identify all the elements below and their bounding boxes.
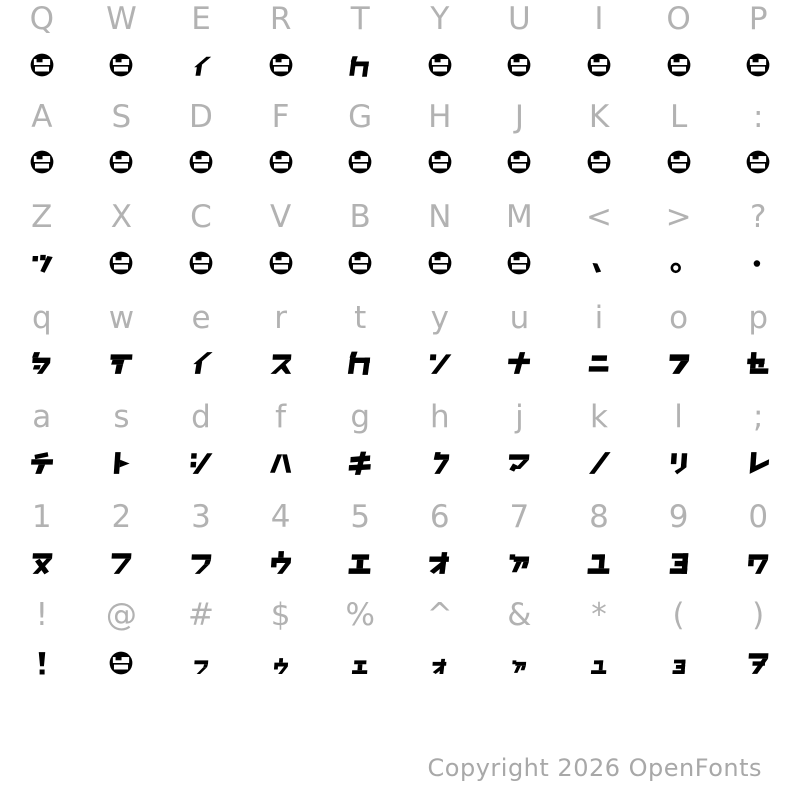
- glyph-yu-icon: [586, 550, 612, 576]
- key-label-k: k: [590, 399, 608, 435]
- glyph-period-icon: [666, 250, 692, 276]
- key-label-o: O: [666, 1, 691, 37]
- glyph-ta-icon: [29, 350, 55, 376]
- key-label-caret: ^: [426, 597, 453, 633]
- key-label-l: l: [674, 399, 683, 435]
- key-label-h: H: [428, 99, 452, 135]
- glyph-ya-icon: [506, 550, 532, 576]
- notdef-glyph-icon: [188, 250, 214, 276]
- key-label-ampersand: &: [507, 597, 532, 633]
- key-label-q: Q: [29, 1, 54, 37]
- glyph-row: [2, 149, 798, 175]
- notdef-glyph-icon: [506, 149, 532, 175]
- notdef-glyph-icon: [427, 250, 453, 276]
- notdef-glyph-icon: [586, 52, 612, 78]
- notdef-glyph-icon: [108, 52, 134, 78]
- glyph-chi-icon: [29, 450, 55, 476]
- key-label-2: 2: [111, 499, 132, 535]
- glyph-o-icon: [427, 550, 453, 576]
- key-label-k: K: [588, 99, 610, 135]
- key-label-s: s: [113, 399, 130, 435]
- key-label-row: [2, 498, 798, 536]
- key-label-at: @: [105, 597, 137, 633]
- key-label-row: [2, 596, 798, 634]
- notdef-glyph-icon: [108, 250, 134, 276]
- key-label-row: [2, 398, 798, 436]
- key-label-semicolon: ;: [752, 399, 764, 435]
- key-label-percent: %: [345, 597, 375, 633]
- notdef-glyph-icon: [268, 52, 294, 78]
- notdef-glyph-icon: [347, 149, 373, 175]
- key-label-y: y: [430, 300, 449, 336]
- key-label-hash: #: [188, 597, 214, 633]
- notdef-glyph-icon: [268, 250, 294, 276]
- copyright-text: Copyright 2026 OpenFonts: [427, 754, 762, 782]
- key-label-x: X: [110, 199, 133, 235]
- notdef-glyph-icon: [108, 650, 134, 676]
- notdef-glyph-icon: [29, 149, 55, 175]
- key-label-e: e: [191, 300, 211, 336]
- glyph-row: [2, 450, 798, 476]
- glyph-te-icon: [108, 350, 134, 376]
- key-label-0: 0: [748, 499, 769, 535]
- key-label-g: g: [350, 399, 371, 435]
- glyph-row: [2, 550, 798, 576]
- glyph-a-icon: [188, 550, 214, 576]
- key-label-f: F: [271, 99, 290, 135]
- key-label-m: M: [506, 199, 533, 235]
- key-label-1: 1: [31, 499, 52, 535]
- key-label-z: Z: [31, 199, 53, 235]
- glyph-row: [2, 650, 798, 676]
- key-label-i: i: [594, 300, 604, 336]
- notdef-glyph-icon: [268, 149, 294, 175]
- key-label-less-than: <: [586, 199, 612, 235]
- glyph-e-icon: [347, 550, 373, 576]
- glyph-o-icon: [427, 650, 453, 676]
- key-label-r: r: [274, 300, 287, 336]
- glyph-ki-icon: [347, 450, 373, 476]
- key-label-dollar: $: [270, 597, 291, 633]
- notdef-glyph-icon: [427, 149, 453, 175]
- key-label-u: u: [509, 300, 530, 336]
- key-label-3: 3: [191, 499, 211, 535]
- key-label-greater-than: >: [665, 199, 692, 235]
- glyph-nu-icon: [29, 550, 55, 576]
- glyph-ma-icon: [506, 450, 532, 476]
- key-label-j: j: [515, 399, 524, 435]
- glyph-no-icon: [586, 450, 612, 476]
- glyph-i-icon: [188, 350, 214, 376]
- key-label-q: q: [31, 300, 52, 336]
- key-label-9: 9: [668, 499, 689, 535]
- glyph-to-icon: [108, 450, 134, 476]
- notdef-glyph-icon: [666, 52, 692, 78]
- key-label-t: t: [354, 300, 367, 336]
- key-label-u: U: [508, 1, 531, 37]
- glyph-ya-icon: [506, 650, 532, 676]
- key-label-row: [2, 299, 798, 337]
- glyph-row: [2, 52, 798, 78]
- key-label-y: Y: [430, 1, 450, 37]
- key-label-s: S: [111, 99, 132, 135]
- glyph-se-icon: [745, 350, 771, 376]
- key-label-v: V: [269, 199, 292, 235]
- key-label-g: G: [348, 99, 373, 135]
- key-label-4: 4: [270, 499, 291, 535]
- key-label-6: 6: [429, 499, 450, 535]
- notdef-glyph-icon: [506, 250, 532, 276]
- notdef-glyph-icon: [666, 149, 692, 175]
- key-label-t: T: [350, 1, 370, 37]
- notdef-glyph-icon: [188, 149, 214, 175]
- glyph-wa-icon: [745, 550, 771, 576]
- glyph-a-icon: [188, 650, 214, 676]
- key-label-row: [2, 198, 798, 236]
- key-label-question: ?: [749, 199, 767, 235]
- glyph-row: [2, 350, 798, 376]
- glyph-u-icon: [268, 650, 294, 676]
- key-label-paren-open: (: [672, 597, 685, 633]
- notdef-glyph-icon: [29, 52, 55, 78]
- key-label-n: N: [428, 199, 452, 235]
- glyph-yu-icon: [586, 650, 612, 676]
- glyph-n-icon: [427, 350, 453, 376]
- notdef-glyph-icon: [586, 149, 612, 175]
- key-label-h: h: [429, 399, 450, 435]
- key-label-w: W: [106, 1, 137, 37]
- glyph-ni-icon: [586, 350, 612, 376]
- notdef-glyph-icon: [745, 52, 771, 78]
- key-label-row: [2, 0, 798, 38]
- key-label-c: C: [190, 199, 212, 235]
- glyph-comma-icon: [586, 250, 612, 276]
- glyph-e-icon: [347, 650, 373, 676]
- key-label-f: f: [275, 399, 287, 435]
- glyph-ku-icon: [427, 450, 453, 476]
- key-label-d: d: [191, 399, 211, 435]
- key-label-j: J: [514, 99, 524, 135]
- key-label-p: p: [748, 300, 769, 336]
- key-label-p: P: [748, 1, 768, 37]
- glyph-wo-icon: [745, 650, 771, 676]
- key-label-asterisk: *: [591, 597, 607, 633]
- key-label-o: o: [669, 300, 689, 336]
- glyph-na-icon: [506, 350, 532, 376]
- glyph-ra-icon: [666, 350, 692, 376]
- key-label-i: I: [594, 1, 604, 37]
- glyph-ri-icon: [666, 450, 692, 476]
- notdef-glyph-icon: [506, 52, 532, 78]
- glyph-middot-icon: [745, 250, 771, 276]
- glyph-i-icon: [188, 52, 214, 78]
- key-label-5: 5: [350, 499, 371, 535]
- notdef-glyph-icon: [427, 52, 453, 78]
- glyph-excl-icon: [29, 650, 55, 676]
- key-label-a: a: [32, 399, 52, 435]
- key-label-8: 8: [589, 499, 609, 535]
- glyph-su-icon: [268, 350, 294, 376]
- key-label-7: 7: [509, 499, 530, 535]
- key-label-e: E: [191, 1, 211, 37]
- key-label-d: D: [189, 99, 213, 135]
- notdef-glyph-icon: [745, 149, 771, 175]
- key-label-colon: :: [752, 99, 764, 135]
- key-label-r: R: [269, 1, 292, 37]
- key-label-paren-close: ): [752, 597, 765, 633]
- glyph-u-icon: [268, 550, 294, 576]
- notdef-glyph-icon: [347, 250, 373, 276]
- key-label-a: A: [31, 99, 53, 135]
- glyph-yo-icon: [666, 650, 692, 676]
- glyph-ha-icon: [268, 450, 294, 476]
- key-label-l: L: [669, 99, 688, 135]
- glyph-yo-icon: [666, 550, 692, 576]
- glyph-fu-icon: [108, 550, 134, 576]
- key-label-row: [2, 98, 798, 136]
- glyph-ka-icon: [347, 350, 373, 376]
- key-label-exclamation: !: [35, 597, 49, 633]
- glyph-tsu_s-icon: [29, 250, 55, 276]
- notdef-glyph-icon: [108, 149, 134, 175]
- glyph-shi-icon: [188, 450, 214, 476]
- key-label-w: w: [108, 300, 135, 336]
- glyph-re-icon: [745, 450, 771, 476]
- key-label-b: B: [349, 199, 371, 235]
- glyph-row: [2, 250, 798, 276]
- glyph-ka-icon: [347, 52, 373, 78]
